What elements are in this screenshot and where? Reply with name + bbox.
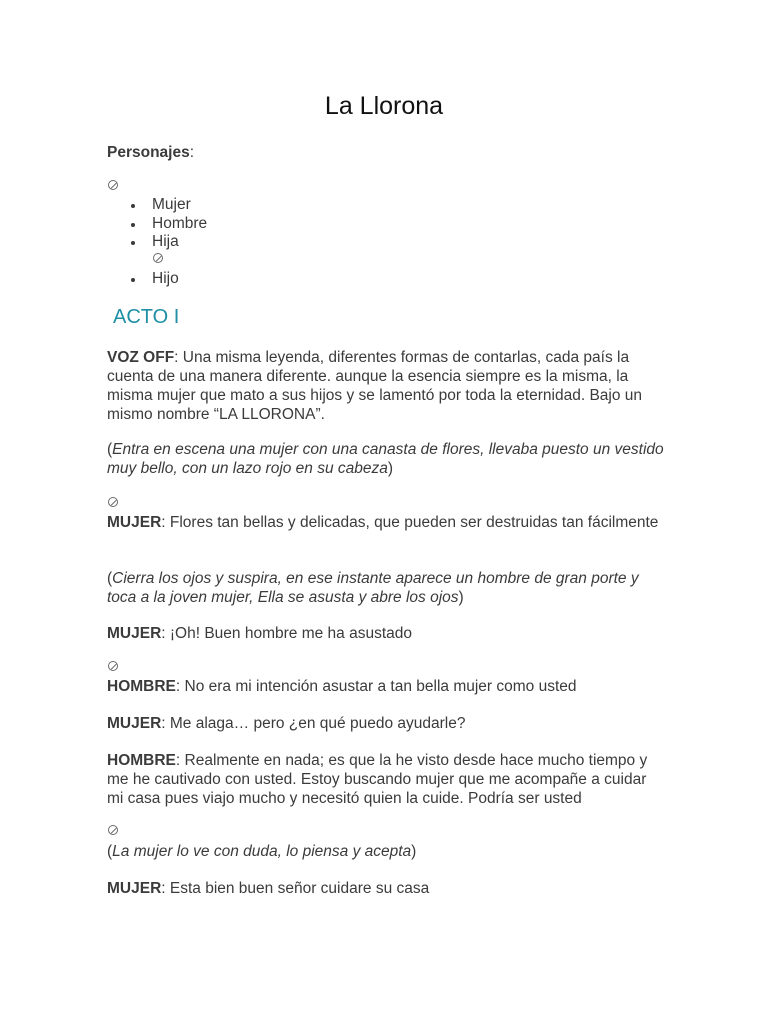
anchor-icon [108,825,118,835]
anchor-icon [108,497,118,507]
paren-open: ( [107,843,113,860]
direction-text: Entra en escena una mujer con una canasta de flores, llevaba puesto un vestido muy bello, con un lazo rojo en su cabeza [107,441,664,477]
speaker-name: VOZ OFF [107,349,175,366]
speaker-name: MUJER [107,715,162,732]
list-item [130,215,207,234]
speaker-name: HOMBRE [107,752,176,769]
list-spacer [130,252,207,271]
document-title: La Llorona [324,92,444,120]
character-name: Hija [152,233,179,250]
anchor-icon [153,253,163,263]
character-name: Mujer [152,196,191,213]
paren-close: ) [387,460,394,477]
characters-label: Personajes [107,144,190,161]
dialogue-line [107,348,667,424]
speaker-name: MUJER [107,514,162,531]
speaker-name: MUJER [107,880,162,897]
characters-list [130,196,207,289]
dialogue-line [107,879,667,898]
list-item [130,233,207,252]
dialogue-line [107,677,667,696]
paren-open: ( [107,441,113,458]
list-item [130,270,207,289]
list-item [130,196,207,215]
paren-close: ) [458,589,464,606]
paren-close: ) [411,843,417,860]
stage-direction [107,842,667,861]
anchor-icon [108,661,118,671]
dialogue-text: : ¡Oh! Buen hombre me ha asustado [161,625,412,642]
dialogue-text: : Una misma leyenda, diferentes formas de contarlas, cada país la cuenta de una manera diferente. aunque la esencia siempre es la misma, la misma mujer que mato a sus hijos y se lamentó por toda la eternidad. Bajo un mismo nombre “LA LLORONA”. [107,349,643,423]
stage-direction [107,440,667,478]
dialogue-text: : Realmente en nada; es que la he visto desde hace mucho tiempo y me he cautivado con usted. Estoy buscando mujer que me acompañe a cuidar mi casa pues viajo mucho y necesitó quien la cuide. Podría ser usted [107,752,648,807]
dialogue-text: : Me alaga… pero ¿en qué puedo ayudarle? [161,715,466,732]
direction-text: La mujer lo ve con duda, lo piensa y acepta [112,843,412,860]
character-name: Hombre [152,214,208,232]
act-heading: ACTO I [113,306,180,328]
speaker-name: HOMBRE [107,678,176,695]
dialogue-text: : Flores tan bellas y delicadas, que pueden ser destruidas tan fácilmente [161,514,659,531]
dialogue-line [107,624,667,643]
dialogue-line [107,513,667,532]
character-name: Hijo [152,270,179,287]
paren-open: ( [107,570,113,587]
direction-text: Cierra los ojos y suspira, en ese instante aparece un hombre de gran porte y toca a la joven mujer, Ella se asusta y abre los ojos [107,570,639,606]
dialogue-line [107,714,667,733]
dialogue-line [107,751,667,808]
characters-heading [107,143,667,162]
characters-colon: : [189,144,195,161]
anchor-icon [108,180,118,190]
dialogue-text: : Esta bien buen señor cuidare su casa [161,880,430,897]
speaker-name: MUJER [107,625,162,642]
stage-direction [107,569,667,607]
dialogue-text: : No era mi intención asustar a tan bella mujer como usted [175,678,577,695]
